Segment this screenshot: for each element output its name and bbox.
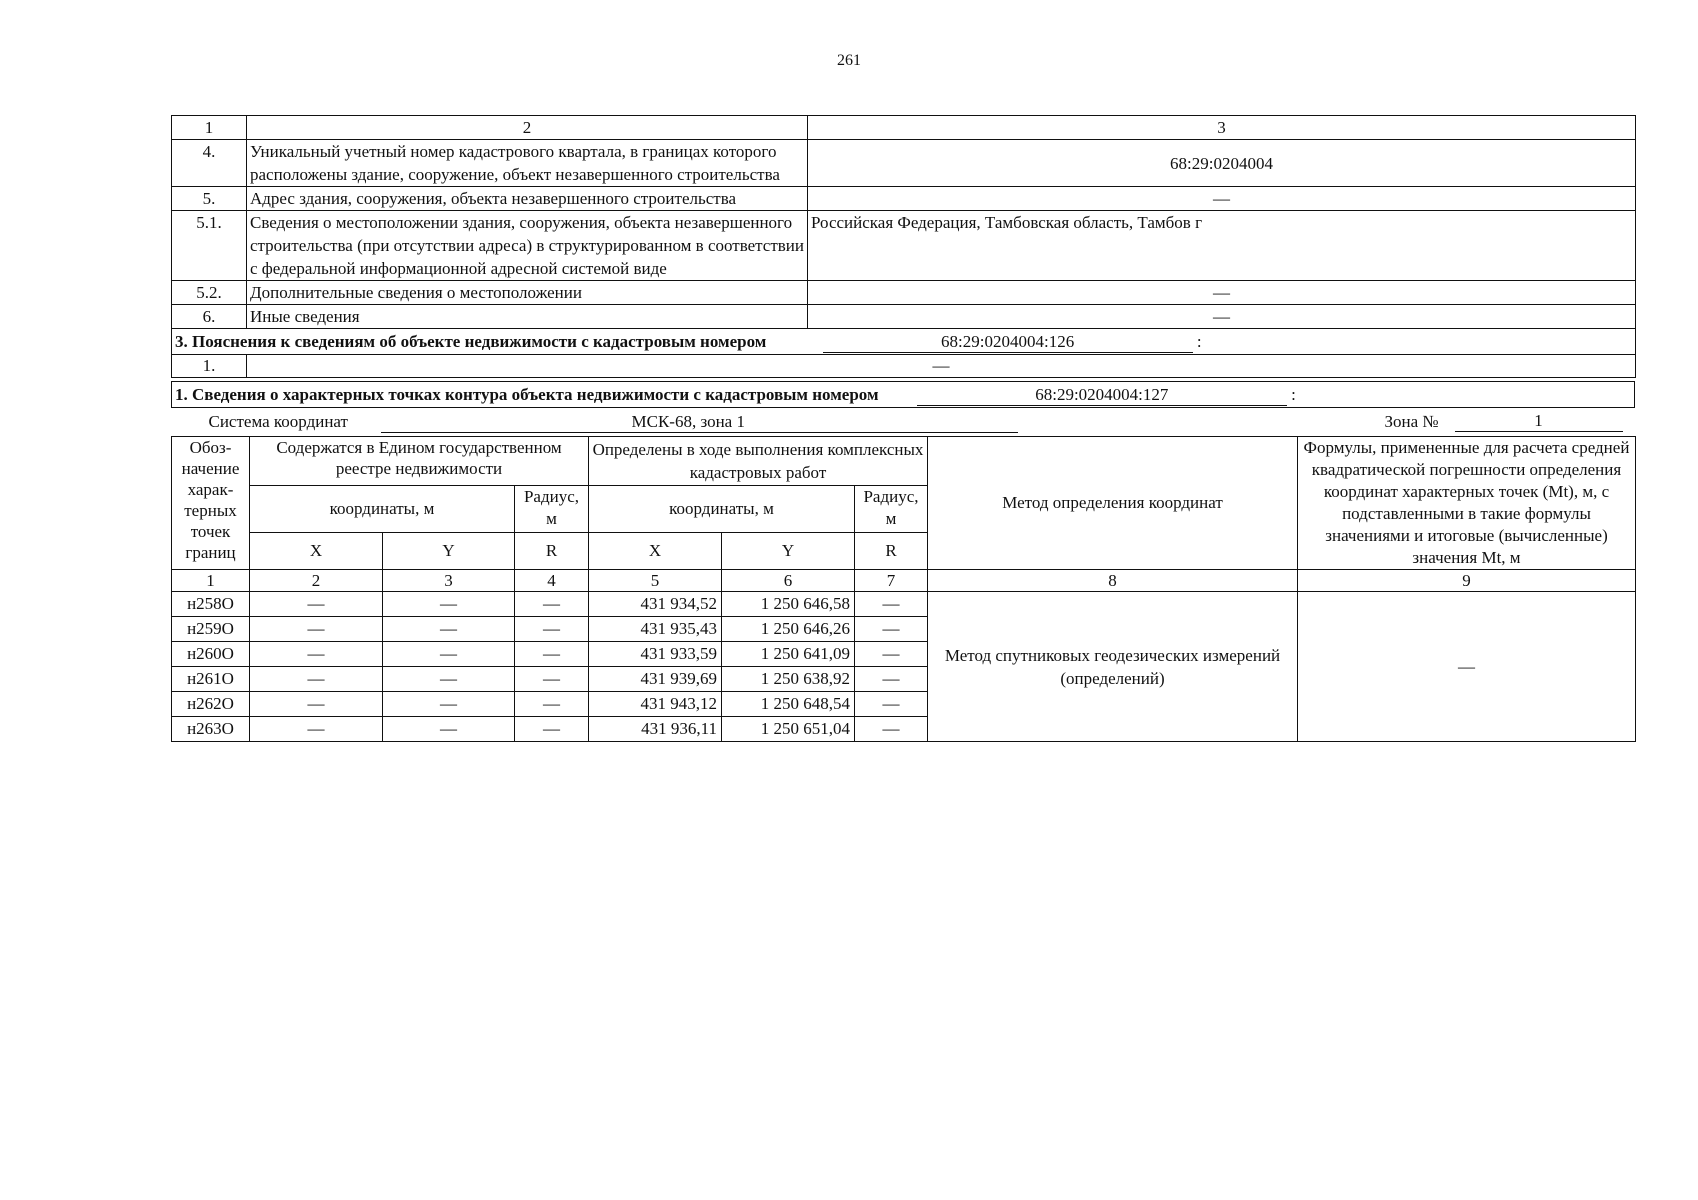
row-number: 5.2.: [172, 281, 247, 305]
section1-heading-table: [171, 381, 1635, 408]
point-r-kkr: —: [855, 642, 928, 667]
col-number: 9: [1298, 570, 1636, 592]
header-x: X: [250, 533, 383, 570]
column-number-row: [172, 570, 1636, 592]
point-y-egrn: —: [383, 592, 515, 617]
point-name: н263О: [172, 717, 250, 742]
info-row: [172, 281, 1636, 305]
section3-row: [172, 355, 1636, 378]
info-row: [172, 305, 1636, 329]
point-r-egrn: —: [515, 692, 589, 717]
col-number: 8: [928, 570, 1298, 592]
document-sheet: [171, 115, 1635, 742]
point-x-egrn: —: [250, 717, 383, 742]
point-r-egrn: —: [515, 617, 589, 642]
header-radius-kkr: Радиус, м: [855, 486, 928, 533]
col-number: 2: [250, 570, 383, 592]
point-r-egrn: —: [515, 667, 589, 692]
row-number: 1.: [172, 355, 247, 378]
point-r-kkr: —: [855, 617, 928, 642]
row-label: Адрес здания, сооружения, объекта незавершенного строительства: [247, 187, 808, 211]
point-row: [172, 592, 1636, 617]
point-x-egrn: —: [250, 642, 383, 667]
section1-title: 1. Сведения о характерных точках контура объекта недвижимости с кадастровым номером: [175, 385, 879, 404]
col-number: 3: [808, 116, 1636, 140]
point-x-egrn: —: [250, 692, 383, 717]
row-number: 4.: [172, 140, 247, 187]
point-r-egrn: —: [515, 717, 589, 742]
header-designation: Обоз-начение харак-терных точек границ: [172, 437, 250, 570]
coordinate-system-label: Система координат: [208, 412, 348, 431]
point-y-kkr: 1 250 646,58: [722, 592, 855, 617]
point-x-egrn: —: [250, 667, 383, 692]
row-value: Российская Федерация, Тамбовская область, Тамбов г: [808, 211, 1636, 281]
header-radius-egrn: Радиус, м: [515, 486, 589, 533]
header-coords-kkr: координаты, м: [589, 486, 855, 533]
point-y-egrn: —: [383, 617, 515, 642]
info-row: [172, 140, 1636, 187]
point-r-kkr: —: [855, 592, 928, 617]
col-number: 3: [383, 570, 515, 592]
point-r-egrn: —: [515, 642, 589, 667]
point-y-kkr: 1 250 648,54: [722, 692, 855, 717]
section3-colon: :: [1196, 332, 1202, 351]
header-y: Y: [383, 533, 515, 570]
header-coords-egrn: координаты, м: [250, 486, 515, 533]
row-value: 68:29:0204004: [808, 140, 1636, 187]
col-number: 5: [589, 570, 722, 592]
zone-label: Зона №: [1384, 412, 1439, 431]
header-r: R: [855, 533, 928, 570]
point-x-kkr: 431 936,11: [589, 717, 722, 742]
section1-cadastral-number: 68:29:0204004:127: [917, 384, 1287, 406]
zone-value: 1: [1455, 410, 1623, 432]
point-r-egrn: —: [515, 592, 589, 617]
row-value: —: [808, 305, 1636, 329]
col-number: 1: [172, 116, 247, 140]
point-x-egrn: —: [250, 592, 383, 617]
formulas-value: —: [1298, 592, 1636, 742]
header-formulas: Формулы, примененные для расчета средней квадратической погрешности определения координат характерных точек (Mt), м, с подставленными в такие формулы значениями и итоговые (вычисленные) значения Mt, м: [1298, 437, 1636, 570]
point-r-kkr: —: [855, 692, 928, 717]
section1-heading-row: [172, 382, 1635, 408]
point-x-kkr: 431 934,52: [589, 592, 722, 617]
point-x-egrn: —: [250, 617, 383, 642]
point-name: н260О: [172, 642, 250, 667]
coordinate-system-value: МСК-68, зона 1: [631, 412, 745, 431]
coordinate-system-row: [172, 408, 1636, 437]
point-name: н258О: [172, 592, 250, 617]
row-label: Уникальный учетный номер кадастрового квартала, в границах которого расположены здание, сооружение, объект незавершенного строительства: [247, 140, 808, 187]
header-egrn: Содержатся в Едином государственном реестре недвижимости: [250, 437, 589, 486]
col-number: 4: [515, 570, 589, 592]
col-number: 1: [172, 570, 250, 592]
column-number-row: [172, 116, 1636, 140]
point-name: н259О: [172, 617, 250, 642]
col-number: 6: [722, 570, 855, 592]
points-header-row-1: [172, 437, 1636, 486]
row-label: Иные сведения: [247, 305, 808, 329]
row-value: —: [808, 187, 1636, 211]
point-y-kkr: 1 250 641,09: [722, 642, 855, 667]
info-row: [172, 187, 1636, 211]
characteristic-points-table: [171, 408, 1636, 742]
point-y-egrn: —: [383, 717, 515, 742]
header-method: Метод определения координат: [928, 437, 1298, 570]
point-r-kkr: —: [855, 717, 928, 742]
header-x: X: [589, 533, 722, 570]
header-y: Y: [722, 533, 855, 570]
row-value: —: [808, 281, 1636, 305]
row-label: Сведения о местоположении здания, сооружения, объекта незавершенного строительства (при отсутствии адреса) в структурированном в соответствии с федеральной информационной адресной системой виде: [247, 211, 808, 281]
col-number: 2: [247, 116, 808, 140]
point-x-kkr: 431 935,43: [589, 617, 722, 642]
method-value: Метод спутниковых геодезических измерений (определений): [928, 592, 1298, 742]
point-name: н261О: [172, 667, 250, 692]
row-label: Дополнительные сведения о местоположении: [247, 281, 808, 305]
section3-title: 3. Пояснения к сведениям об объекте недвижимости с кадастровым номером: [175, 332, 767, 351]
point-y-kkr: 1 250 646,26: [722, 617, 855, 642]
row-value: —: [247, 355, 1636, 378]
section1-colon: :: [1291, 385, 1296, 404]
header-r: R: [515, 533, 589, 570]
row-number: 5.: [172, 187, 247, 211]
point-r-kkr: —: [855, 667, 928, 692]
point-y-kkr: 1 250 638,92: [722, 667, 855, 692]
row-number: 6.: [172, 305, 247, 329]
point-y-egrn: —: [383, 642, 515, 667]
point-y-egrn: —: [383, 667, 515, 692]
point-y-egrn: —: [383, 692, 515, 717]
point-x-kkr: 431 939,69: [589, 667, 722, 692]
object-info-table: [171, 115, 1636, 378]
point-x-kkr: 431 943,12: [589, 692, 722, 717]
header-kkr: Определены в ходе выполнения комплексных кадастровых работ: [589, 437, 928, 486]
section3-cadastral-number: 68:29:0204004:126: [823, 331, 1193, 353]
point-y-kkr: 1 250 651,04: [722, 717, 855, 742]
row-number: 5.1.: [172, 211, 247, 281]
section3-heading-row: [172, 329, 1636, 355]
col-number: 7: [855, 570, 928, 592]
page-number: 261: [837, 52, 861, 69]
point-x-kkr: 431 933,59: [589, 642, 722, 667]
info-row: [172, 211, 1636, 281]
point-name: н262О: [172, 692, 250, 717]
